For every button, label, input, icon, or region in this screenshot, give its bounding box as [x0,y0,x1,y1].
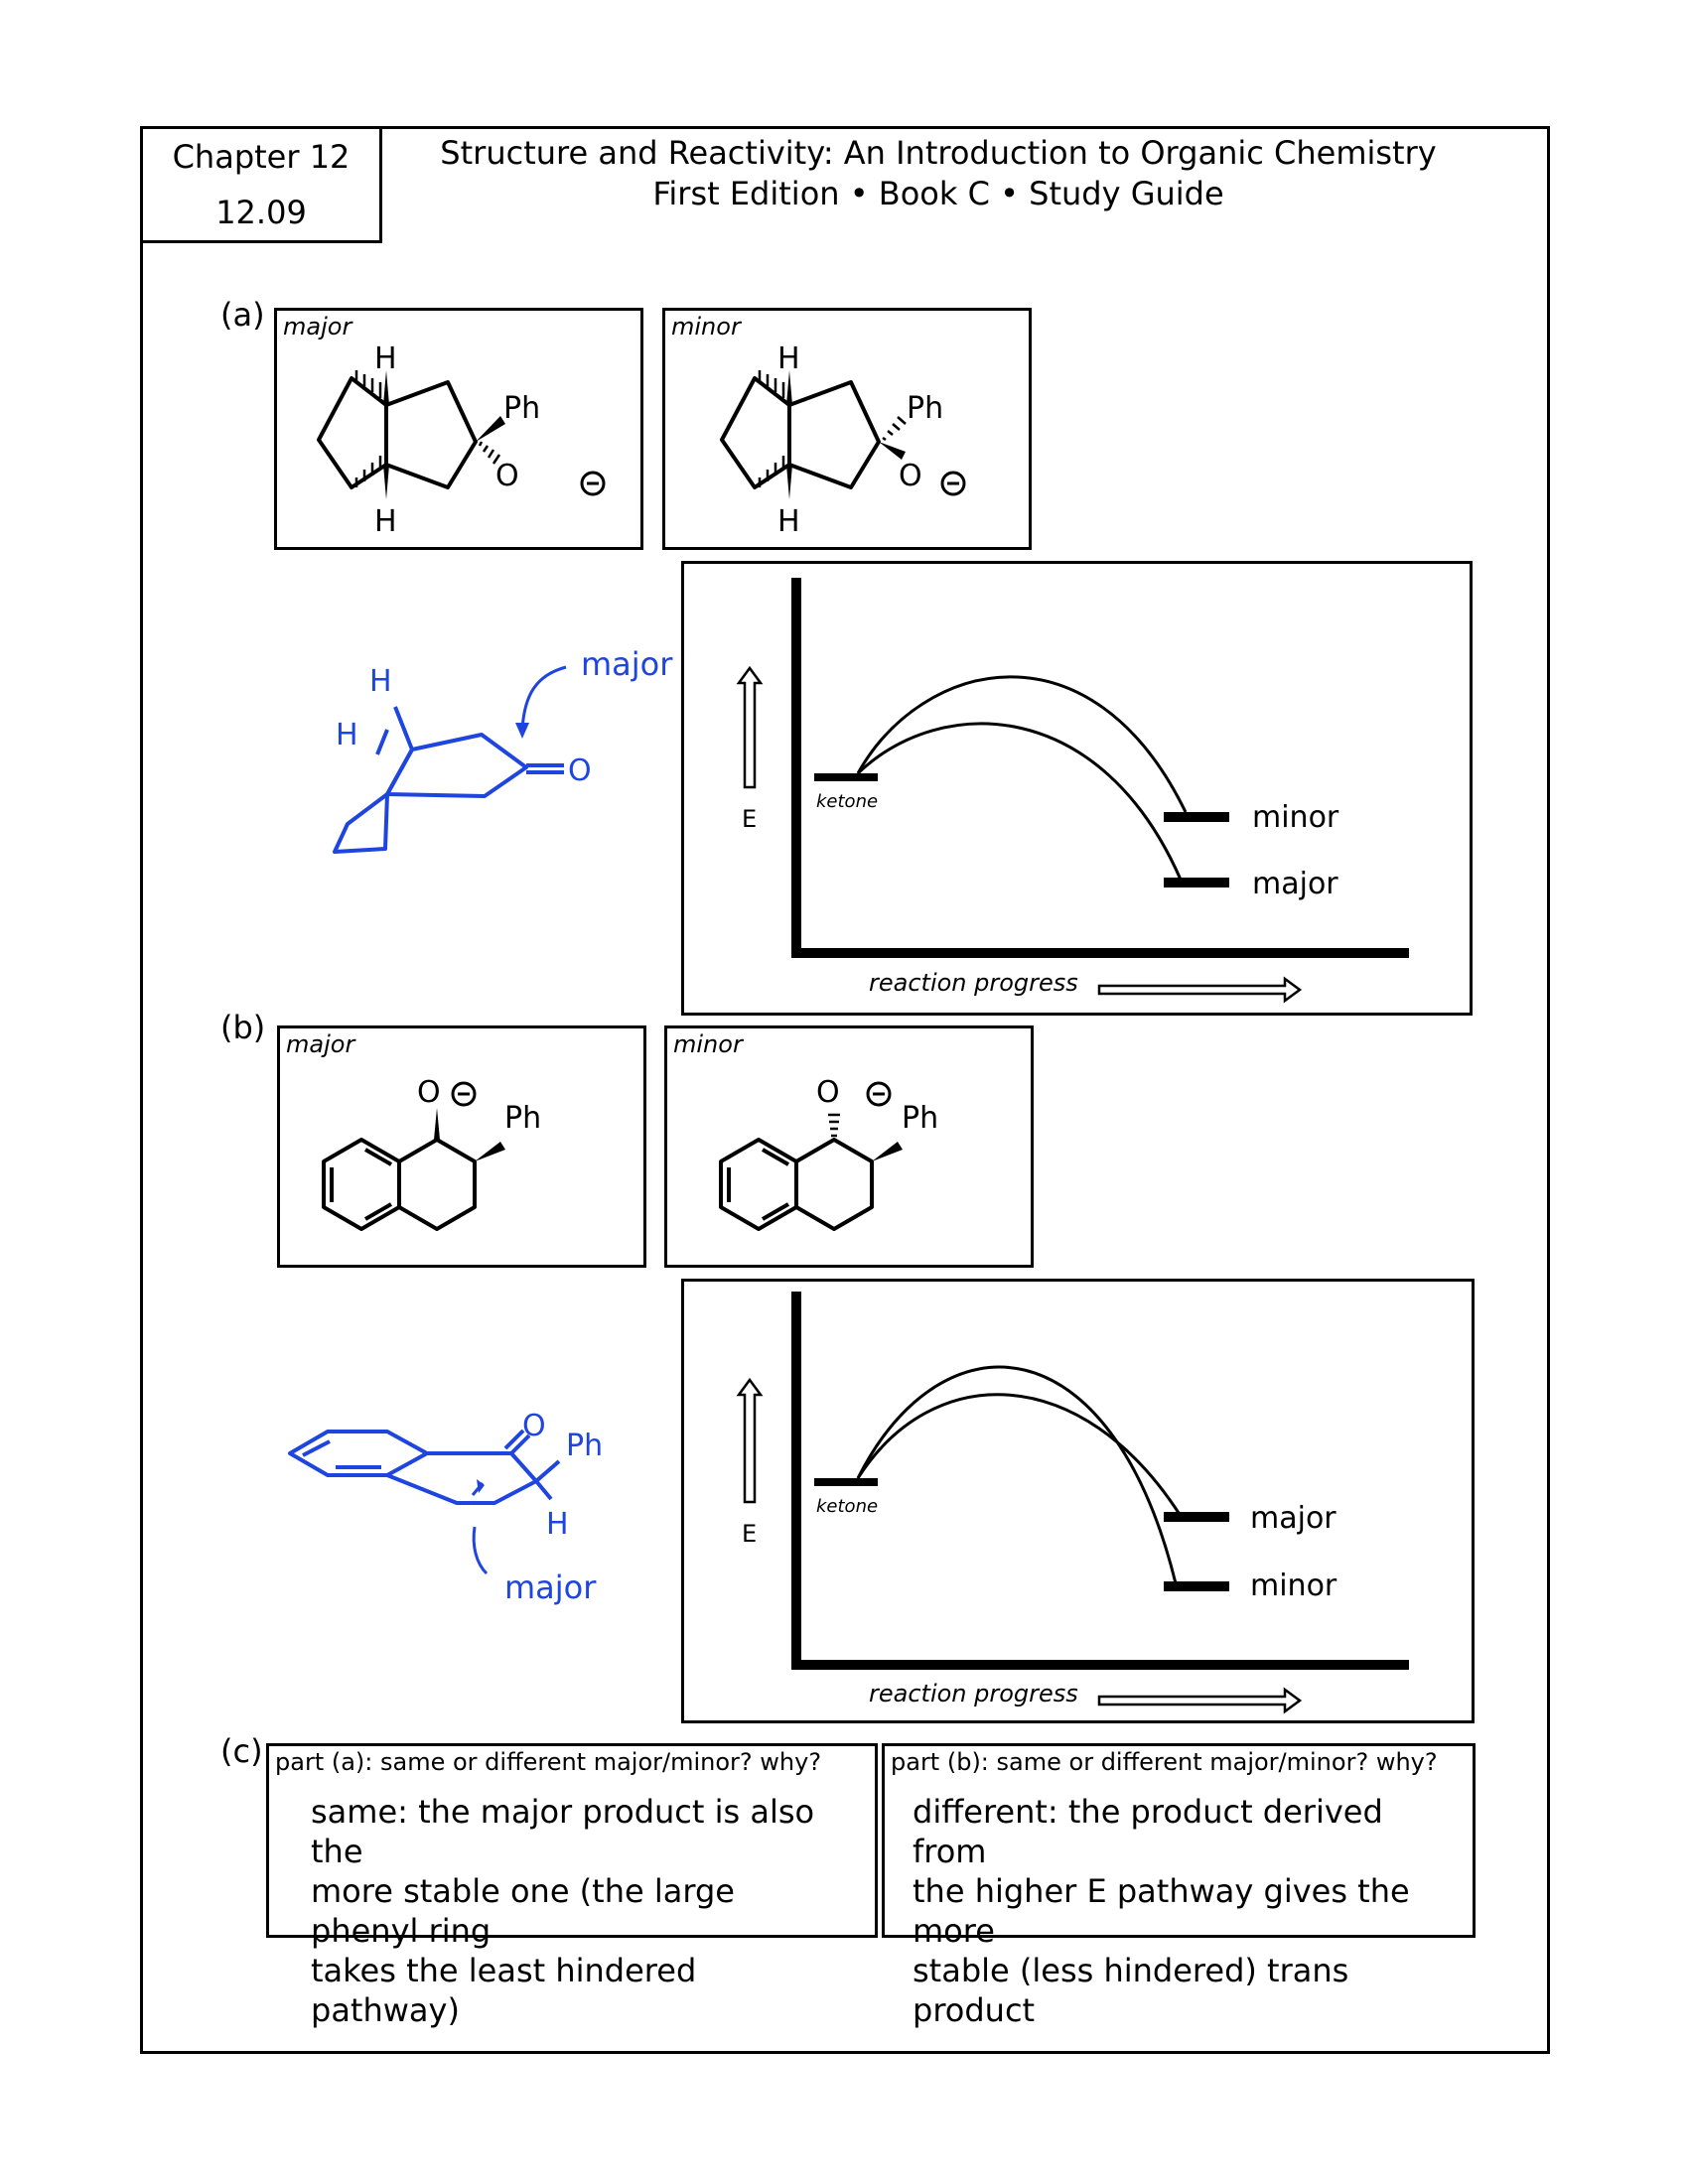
part-b-major-structure [280,1028,643,1265]
part-c-question-b-box [882,1743,1476,2029]
h-top: H [374,341,397,376]
part-a-major-structure [277,311,640,547]
upper-pathway-curve [858,677,1186,812]
part-a-energy-diagram [681,561,1473,1016]
part-a-major-box [274,308,643,550]
answer-b-line-1: different: the product derived from [913,1793,1383,1870]
o-label: O [816,1075,840,1110]
question-a-prompt: part (a): same or different major/minor? why? [275,1748,822,1776]
part-b-minor-structure [667,1028,1031,1265]
o-label: O [899,459,922,493]
blue-h-top: H [369,664,392,699]
h-bottom: H [777,504,800,539]
part-c-question-a-box [266,1743,878,2029]
lower-level-label: minor [1250,1569,1337,1603]
blue-h-label: H [546,1507,569,1542]
blue-major-label: major [504,1569,597,1606]
o-label: O [417,1075,441,1110]
energy-up-arrow-icon [739,668,761,787]
blue-o-label: O [568,753,592,788]
part-c-label: (c) [220,1732,263,1770]
blue-major-label: major [581,645,673,683]
part-b-minor-label: minor [673,1030,743,1058]
part-a-minor-label: minor [671,313,741,341]
axis-label-e: E [742,805,758,833]
start-label: ketone [816,1496,879,1517]
answer-a-line-3: takes the least hindered pathway) [311,1952,697,2029]
part-a-minor-structure [665,311,1029,547]
section-number: 12.09 [215,194,307,231]
upper-level-label: major [1250,1501,1336,1536]
part-a-minor-box [662,308,1032,550]
title-line-2: First Edition • Book C • Study Guide [652,175,1224,212]
ph-label: Ph [907,391,944,426]
h-bottom: H [374,504,397,539]
upper-pathway-curve [858,1367,1176,1583]
energy-up-arrow-icon [739,1380,761,1502]
axis-label-x: reaction progress [869,969,1078,997]
ph-label: Ph [503,391,541,426]
part-b-major-label: major [286,1030,355,1058]
upper-level-label: minor [1252,800,1339,835]
part-a-label: (a) [220,296,265,334]
axis-label-e: E [742,1520,758,1548]
part-b-label: (b) [220,1009,266,1046]
part-b-energy-diagram [681,1279,1475,1723]
attack-arrow-icon [522,667,566,730]
chapter-number: Chapter 12 [172,138,351,176]
question-b-answer [913,1792,1449,2030]
axis-label-x: reaction progress [869,1680,1078,1707]
part-a-ketone-structure [308,635,685,874]
part-b-minor-box [664,1025,1034,1268]
question-b-prompt: part (b): same or different major/minor? why? [891,1748,1438,1776]
start-label: ketone [816,791,879,812]
chapter-box [140,126,382,243]
part-b-ketone-structure [278,1400,645,1638]
part-b-major-box [277,1025,646,1268]
lower-pathway-curve [858,724,1181,880]
progress-arrow-icon [1099,979,1300,1001]
answer-a-line-1: same: the major product is also the [311,1793,815,1870]
h-top: H [777,341,800,376]
lower-pathway-curve [858,1395,1181,1516]
question-a-answer [311,1792,847,2030]
blue-o-label: O [522,1409,546,1443]
title-line-1: Structure and Reactivity: An Introduction to Organic Chemistry [440,134,1437,172]
blue-h-left: H [336,718,358,752]
ph-label: Ph [902,1101,939,1136]
lower-level-label: major [1252,867,1338,901]
answer-a-line-2: more stable one (the large phenyl ring [311,1872,735,1950]
progress-arrow-icon [1099,1690,1300,1711]
answer-b-line-2: the higher E pathway gives the more [913,1872,1410,1950]
page-title [417,133,1460,214]
ph-label: Ph [504,1101,542,1136]
answer-b-line-3: stable (less hindered) trans product [913,1952,1349,2029]
o-label: O [495,459,519,493]
part-a-major-label: major [283,313,352,341]
blue-ph-label: Ph [566,1429,604,1463]
